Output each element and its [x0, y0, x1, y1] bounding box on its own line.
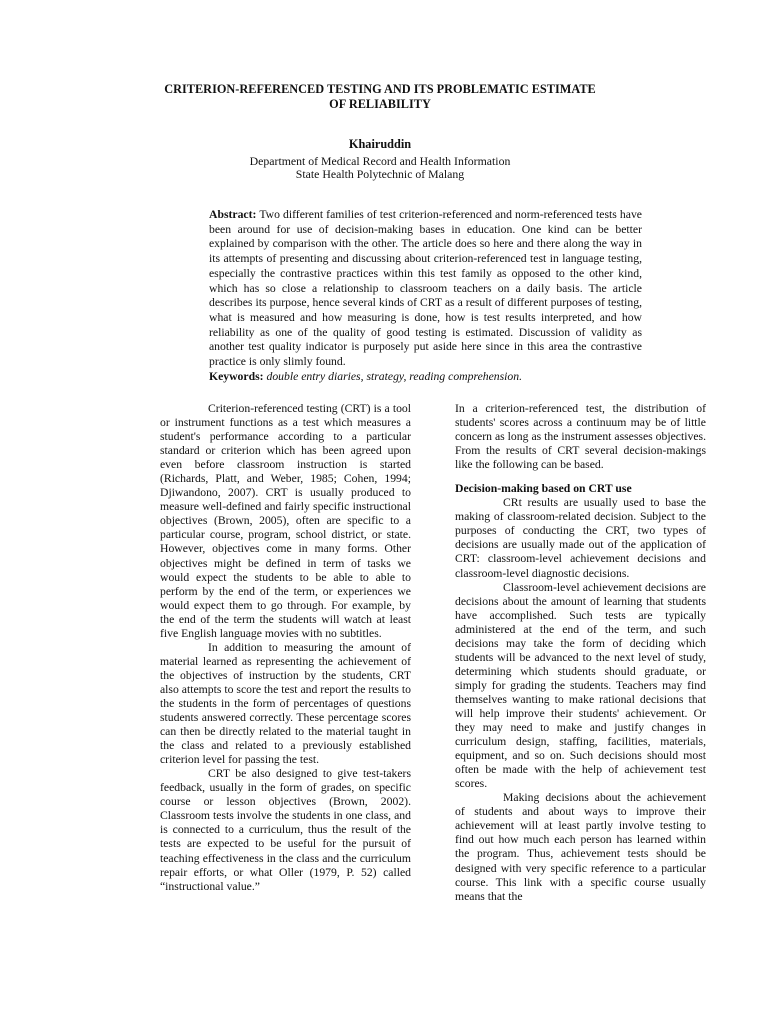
title-line-2: OF RELIABILITY	[329, 97, 431, 111]
right-paragraph-4: Making decisions about the achievement of students and about ways to improve their achievement will at least partly involve testing to find out how much each person has learned within the program. Thus, achievement tests should be designed with very specific reference to a particular course. This link with a specific course usually means that the	[455, 791, 706, 903]
left-column	[160, 402, 411, 894]
left-paragraph-1: Criterion-referenced testing (CRT) is a tool or instrument functions as a test which measures a student's performance according to a particular standard or criterion which has been agreed upon even before classroom instruction is started (Richards, Platt, and Weber, 1985; Cohen, 1994; Djiwandono, 2007). CRT is usually produced to measure well-defined and fairly specific instructional objectives (Brown, 2005), often are specific to a particular course, program, school district, or state. However, objectives come in many forms. Other objectives might be defined in term of tasks we would expect the students to be able to able to perform by the end of the term, or experiences we would expect them to go through. For example, by the end of the term the students will watch at least five English language movies with no subtitles.	[160, 402, 411, 640]
right-paragraph-2: CRt results are usually used to base the making of classroom-related decision. Subject to the purposes of conducting the CRT, two types of decisions are usually made out of the application of CRT: classroom-level achievement decisions and classroom-level diagnostic decisions.	[455, 496, 706, 580]
right-column	[455, 402, 706, 904]
author-name: Khairuddin	[348, 137, 412, 151]
abstract-block	[209, 208, 642, 384]
paper-title	[150, 82, 610, 112]
affiliation-line-2: State Health Polytechnic of Malang	[295, 167, 465, 181]
abstract-label: Abstract:	[209, 208, 257, 221]
abstract-text: Two different families of test criterion-referenced and norm-referenced tests have been around for use of decision-making bases in education. One kind can be better explained by comparison with the other. The article does so here and there along the way in its attempts of presenting and discussing about criterion-referenced test in language testing, especially the contrastive practices within this test family as opposed to the other kind, which has so close a relationship to classroom teachers on a daily basis. The article describes its purpose, hence several kinds of CRT as a result of different purposes of testing, what is measured and how measuring is done, how is test results interpreted, and how reliability as one of the quality of good testing is estimated. Discussion of validity as another test quality indicator is purposely put aside here since in this area the contrastive practice is only slimly found.	[209, 208, 642, 369]
title-line-1: CRITERION-REFERENCED TESTING AND ITS PROBLEMATIC ESTIMATE	[164, 82, 596, 96]
right-paragraph-3: Classroom-level achievement decisions are decisions about the amount of learning that students have accomplished. Such tests are typically administered at the end of the term, and such decisions may take the form of deciding which students will be advanced to the next level of study, determining which students should graduate, or simply for grading the students. Teachers may find themselves wanting to make rational decisions that will help improve their students' achievement. Or they may need to make and justify changes in curriculum design, staffing, facilities, materials, equipment, and so on. Such decisions should most often be made with the help of achievement test scores.	[455, 580, 706, 791]
right-paragraph-1: In a criterion-referenced test, the distribution of students' scores across a continuum may be of little concern as long as the instrument assesses objectives. From the results of CRT several decision-makings like the following can be based.	[455, 402, 706, 472]
keywords-line	[209, 370, 642, 385]
author-block	[150, 138, 610, 182]
keywords-text: double entry diaries, strategy, reading comprehension.	[266, 369, 523, 383]
keywords-label: Keywords:	[209, 369, 264, 383]
section-heading: Decision-making based on CRT use	[455, 482, 632, 496]
left-paragraph-2: In addition to measuring the amount of material learned as representing the achievement of the objectives of instruction by the students, CRT also attempts to score the test and report the results to the students in the form of percentages of questions students answered correctly. These percentage scores can then be directly related to the material taught in the class and related to a previously established criterion level for passing the test.	[160, 640, 411, 767]
left-paragraph-3: CRT be also designed to give test-takers feedback, usually in the form of grades, on specific course or lesson objectives (Brown, 2002). Classroom tests involve the students in one class, and is connected to a curriculum, thus the result of the tests are expected to be useful for the pursuit of teaching effectiveness in the class and the curriculum repair efforts, or what Oller (1979, P. 52) called “instructional value.”	[160, 767, 411, 893]
affiliation-line-1: Department of Medical Record and Health Information	[249, 153, 511, 168]
abstract-paragraph	[209, 208, 642, 370]
